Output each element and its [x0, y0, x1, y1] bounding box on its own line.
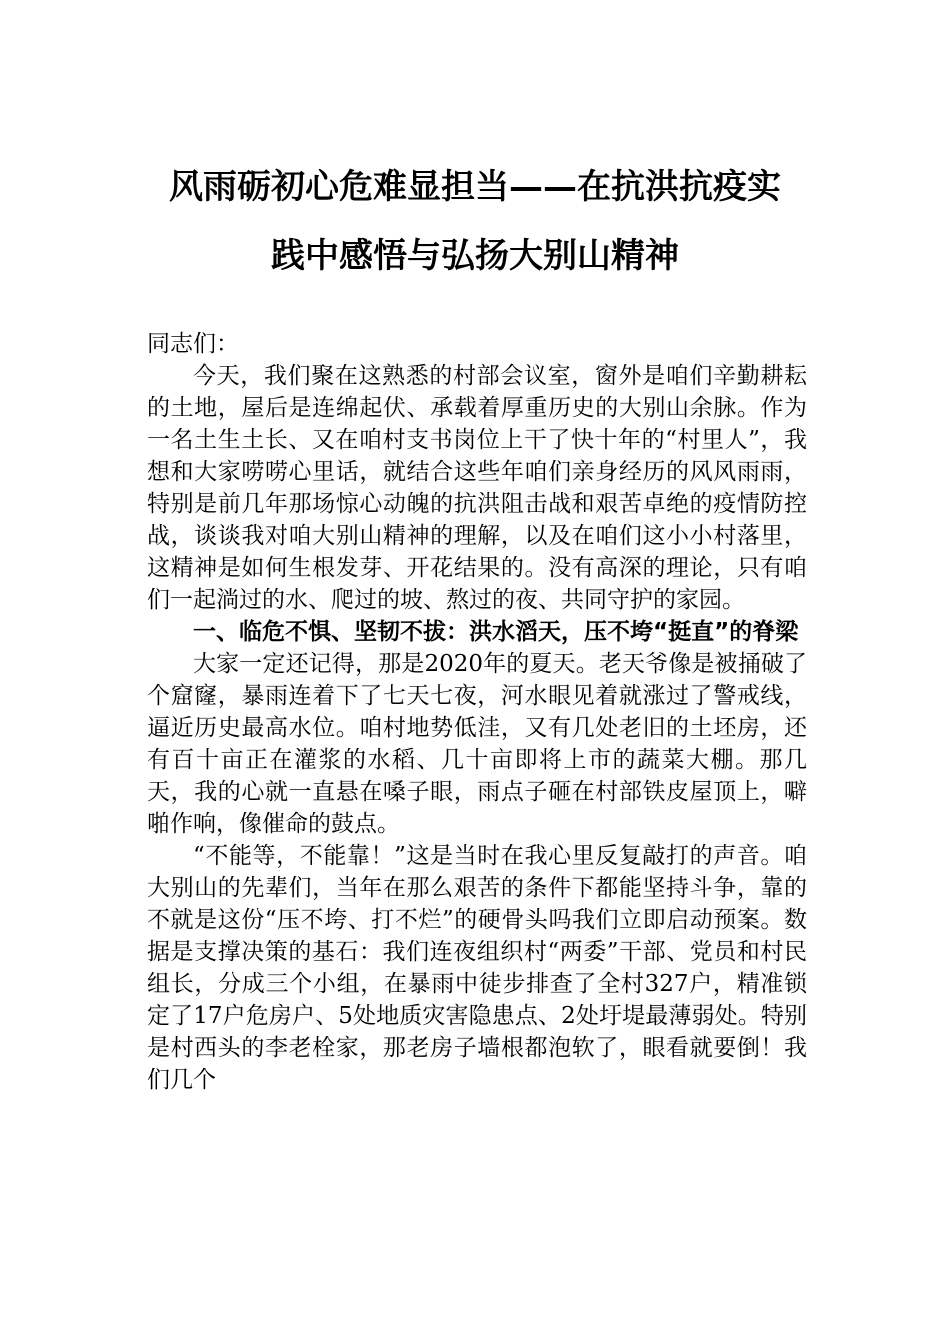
section-heading-1: 一、临危不惧、坚韧不拔：洪水滔天，压不垮“挺直”的脊梁: [193, 619, 799, 645]
paragraph-flood-response: “不能等，不能靠！”这是当时在我心里反复敲打的声音。咱大别山的先辈们，当年在那么艰苦的条件下都能坚持斗争，靠的不就是这份“压不垮、打不烂”的硬骨头吗我们立即启动预案。数据是支撑决策的基石：我们连夜组织村“两委”干部、党员和村民组长，分成三个小组，在暴雨中徒步排查了全村327户，精准锁定了17户危房户、5处地质灾害隐患点、2处圩堤最薄弱处。特别是村西头的李老栓家，那老房子墙根都泡软了，眼看就要倒！我们几个: [147, 843, 807, 1093]
document-title-line-2: 践中感悟与弘扬大别山精神: [271, 236, 679, 276]
paragraph-intro: 今天，我们聚在这熟悉的村部会议室，窗外是咱们辛勤耕耘的土地，屋后是连绵起伏、承载着厚重历史的大别山余脉。作为一名土生土长、又在咱村支书岗位上干了快十年的“村里人”，我想和大家唠唠心里话，就结合这些年咱们亲身经历的风风雨雨，特别是前几年那场惊心动魄的抗洪阻击战和艰苦卓绝的疫情防控战，谈谈我对咱大别山精神的理解，以及在咱们这小小村落里，这精神是如何生根发芽、开花结果的。没有高深的理论，只有咱们一起淌过的水、爬过的坡、熬过的夜、共同守护的家园。: [147, 363, 807, 613]
salutation: 同志们：: [147, 331, 239, 357]
document-body: [147, 328, 807, 1096]
document-title-line-1: 风雨砺初心危难显担当——在抗洪抗疫实: [169, 167, 781, 207]
paragraph-flood-summer: 大家一定还记得，那是2020年的夏天。老天爷像是被捅破了个窟窿，暴雨连着下了七天七夜，河水眼见着就涨过了警戒线，逼近历史最高水位。咱村地势低洼，又有几处老旧的土坯房，还有百十亩正在灌浆的水稻、几十亩即将上市的蔬菜大棚。那几天，我的心就一直悬在嗓子眼，雨点子砸在村部铁皮屋顶上，噼啪作响，像催命的鼓点。: [147, 651, 807, 837]
